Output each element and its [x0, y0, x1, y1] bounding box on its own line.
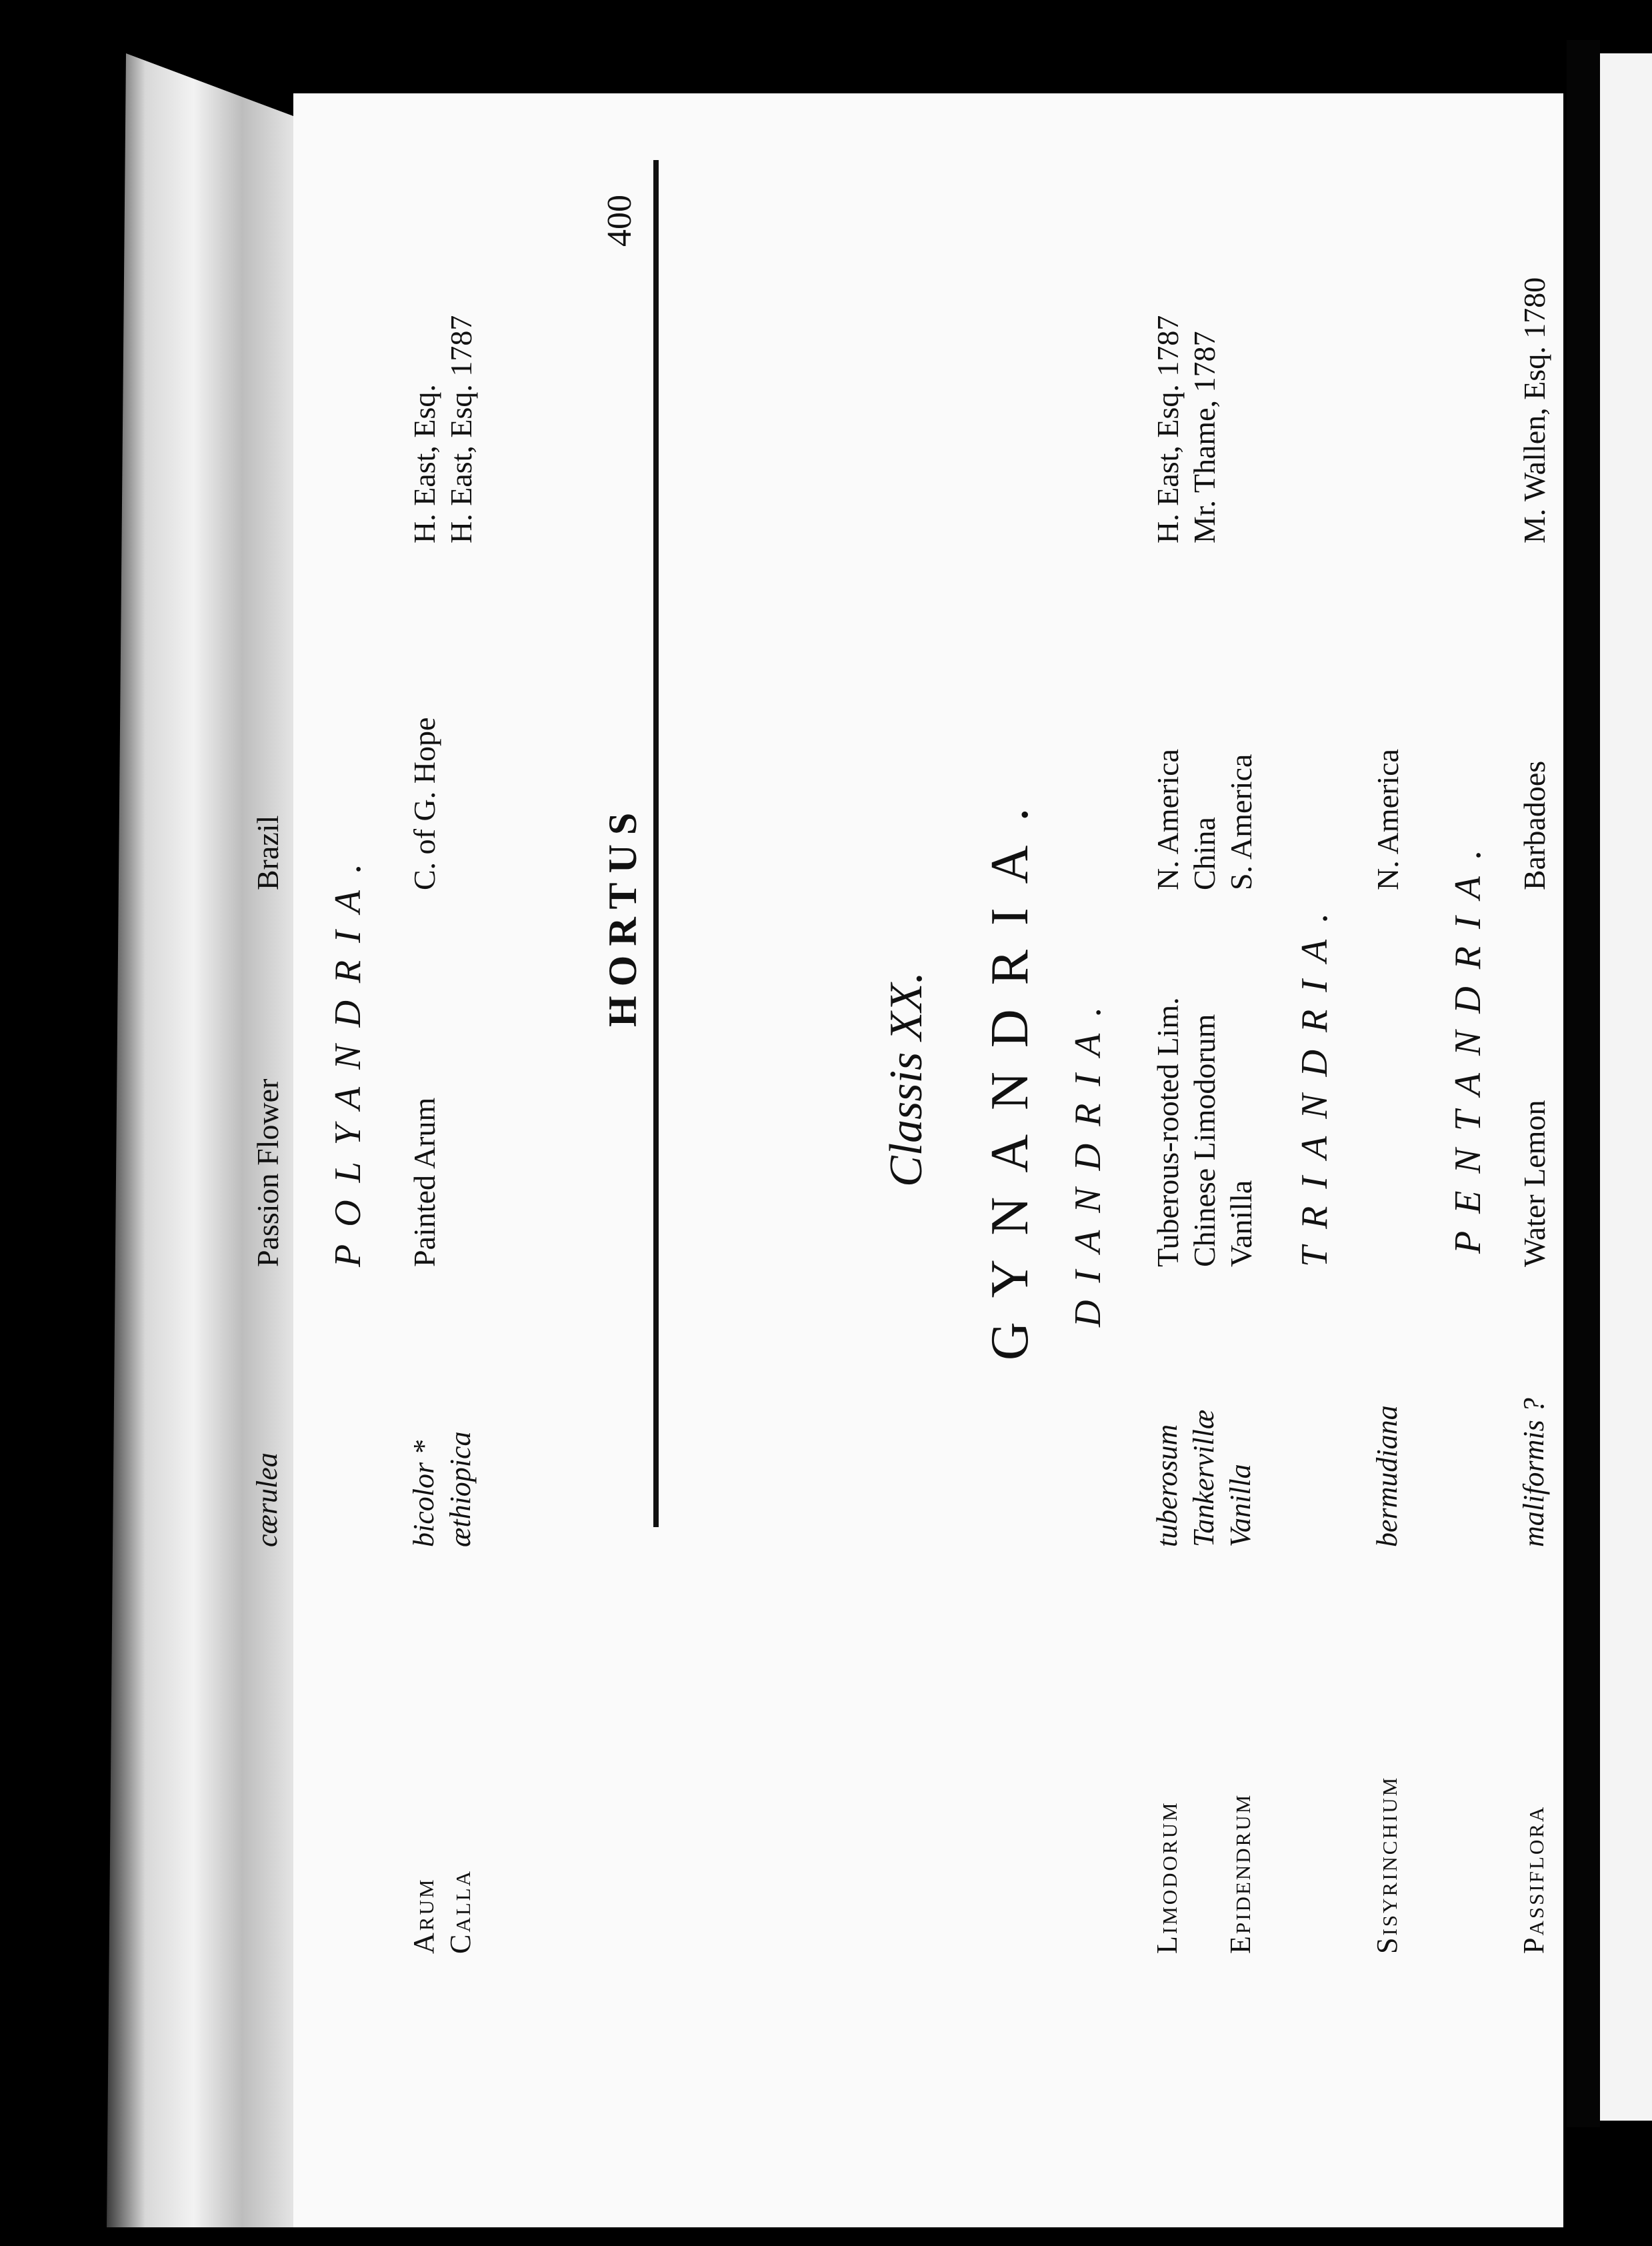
introduced-by: M. Wallen, Esq. 1780 — [1517, 277, 1551, 543]
gutter-shadow — [1567, 40, 1600, 2127]
introduced-by: H. East, Esq. 1787 — [444, 315, 478, 543]
species: bermudiana — [1371, 1405, 1403, 1547]
facing-page-edge — [1600, 53, 1652, 2121]
genus: Limodorum — [1151, 1801, 1183, 1954]
species: maliformis ? — [1517, 1398, 1550, 1547]
order-heading: POLYANDRIA. — [327, 846, 369, 1267]
native-place: S. America — [1224, 754, 1258, 890]
common-name: Water Lemon — [1517, 1100, 1551, 1267]
class-name: GYNANDRIA. — [981, 784, 1039, 1360]
common-name: Tuberous-rooted Lim. — [1151, 997, 1185, 1267]
order-heading: DIANDRIA. — [1067, 989, 1109, 1327]
native-place: N. America — [1371, 748, 1405, 890]
species: æthiopica — [444, 1431, 477, 1547]
introduced-by: H. East, Esq. — [407, 384, 441, 543]
native-place: N. America — [1151, 748, 1185, 890]
common-name: Vanilla — [1224, 1180, 1258, 1267]
native-place: C. of G. Hope — [407, 717, 441, 890]
native-place: China — [1187, 817, 1221, 890]
species: Tankervillæ — [1187, 1409, 1220, 1547]
order-heading: PENTANDRIA. — [1447, 832, 1489, 1254]
introduced-by: H. East, Esq. 1787 — [1151, 315, 1185, 543]
native-place: Barbadoes — [1517, 760, 1551, 890]
genus: Arum — [407, 1877, 440, 1954]
species: Vanilla — [1224, 1464, 1257, 1547]
page-number: 400 — [601, 195, 639, 247]
native-place: Brazil — [251, 815, 285, 890]
common-name: Passion Flower — [251, 1078, 285, 1267]
genus: Calla — [444, 1869, 477, 1954]
species: cærulea — [251, 1452, 283, 1547]
header-rule — [653, 160, 659, 1527]
genus: Epidendrum — [1224, 1793, 1257, 1954]
common-name: Painted Arum — [407, 1097, 441, 1267]
species: bicolor * — [407, 1440, 440, 1547]
genus: Sisyrinchium — [1371, 1775, 1403, 1954]
introduced-by: Mr. Thame, 1787 — [1187, 331, 1221, 543]
classis-heading: Classis XX. — [881, 972, 932, 1187]
genus: Passiflora — [1517, 1805, 1550, 1954]
running-title: HORTUS — [601, 803, 645, 1027]
species: tuberosum — [1151, 1424, 1183, 1547]
common-name: Chinese Limodorum — [1187, 1014, 1221, 1267]
order-heading: TRIANDRIA. — [1294, 895, 1335, 1267]
